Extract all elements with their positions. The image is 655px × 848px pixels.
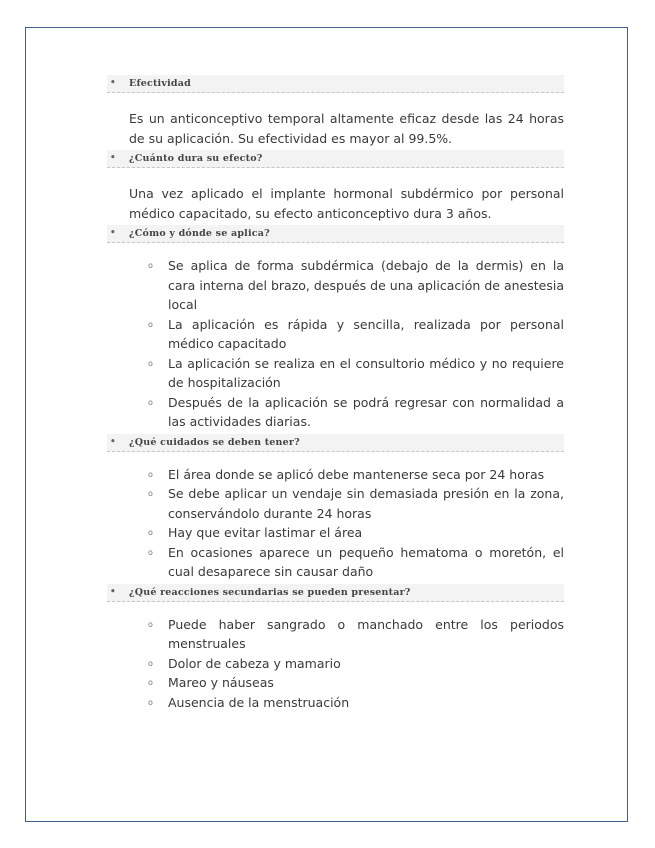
bullet-icon: •: [110, 436, 116, 447]
section-reacciones: [107, 584, 564, 713]
circle-bullet-icon: o: [148, 319, 153, 329]
heading-text: Efectividad: [129, 78, 191, 89]
section-heading: [107, 75, 564, 93]
section-heading: [107, 150, 564, 168]
list-item: o La aplicación se realiza en el consultorio médico y no requiere de hospitalización: [148, 355, 564, 390]
list-item: o Hay que evitar lastimar el área: [168, 523, 564, 543]
circle-bullet-icon: o: [148, 619, 153, 629]
circle-bullet-icon: o: [148, 658, 153, 668]
heading-text: ¿Qué reacciones secundarias se pueden presentar?: [129, 586, 411, 598]
section-aplicacion: [107, 225, 564, 432]
section-cuidados: [107, 434, 564, 582]
document-content: [107, 75, 564, 712]
list-item: o El área donde se aplicó debe mantenerse seca por 24 horas: [168, 465, 564, 485]
heading-text: ¿Qué cuidados se deben tener?: [129, 436, 300, 448]
bullet-icon: •: [110, 78, 116, 88]
list-item: o Se aplica de forma subdérmica (debajo de la dermis) en la cara interna del brazo, después de una aplicación de anestesia local: [148, 258, 564, 312]
list-item: o Dolor de cabeza y mamario: [168, 654, 564, 674]
circle-bullet-icon: o: [148, 678, 153, 687]
list-item: o La aplicación es rápida y sencilla, realizada por personal médico capacitado: [148, 316, 564, 351]
circle-bullet-icon: o: [148, 697, 153, 707]
item-list: [107, 615, 564, 713]
item-list: [107, 465, 564, 582]
list-item: o En ocasiones aparece un pequeño hematoma o moretón, el cual desaparece sin causar daño: [148, 544, 564, 579]
list-item: o Puede haber sangrado o manchado entre los periodos menstruales: [148, 616, 564, 651]
list-item: o Después de la aplicación se podrá regresar con normalidad a las actividades diarias.: [148, 394, 564, 429]
circle-bullet-icon: o: [148, 261, 153, 270]
section-paragraph: Una vez aplicado el implante hormonal subdérmico por personal médico capacitado, su efecto anticonceptivo dura 3 años.: [129, 186, 564, 221]
section-duracion: [107, 150, 564, 223]
section-efectividad: [107, 75, 564, 148]
section-heading: [107, 225, 564, 243]
bullet-icon: •: [110, 586, 116, 597]
circle-bullet-icon: o: [148, 489, 153, 498]
bullet-icon: •: [110, 228, 116, 238]
circle-bullet-icon: o: [148, 469, 153, 479]
circle-bullet-icon: o: [148, 397, 153, 407]
list-item: o Mareo y náuseas: [168, 673, 564, 693]
list-item: o Se debe aplicar un vendaje sin demasiada presión en la zona, conservándolo durante 24 horas: [148, 486, 564, 521]
bullet-icon: •: [110, 153, 116, 163]
section-paragraph: Es un anticonceptivo temporal altamente eficaz desde las 24 horas de su aplicación. Su efectividad es mayor al 99.5%.: [129, 111, 564, 146]
item-list: [107, 256, 564, 432]
heading-text: ¿Cómo y dónde se aplica?: [129, 228, 270, 239]
circle-bullet-icon: o: [148, 358, 153, 368]
circle-bullet-icon: o: [148, 528, 153, 537]
heading-text: ¿Cuánto dura su efecto?: [129, 153, 263, 164]
section-heading: [107, 584, 564, 602]
section-heading: [107, 434, 564, 452]
list-item: o Ausencia de la menstruación: [168, 693, 564, 713]
circle-bullet-icon: o: [148, 547, 153, 557]
